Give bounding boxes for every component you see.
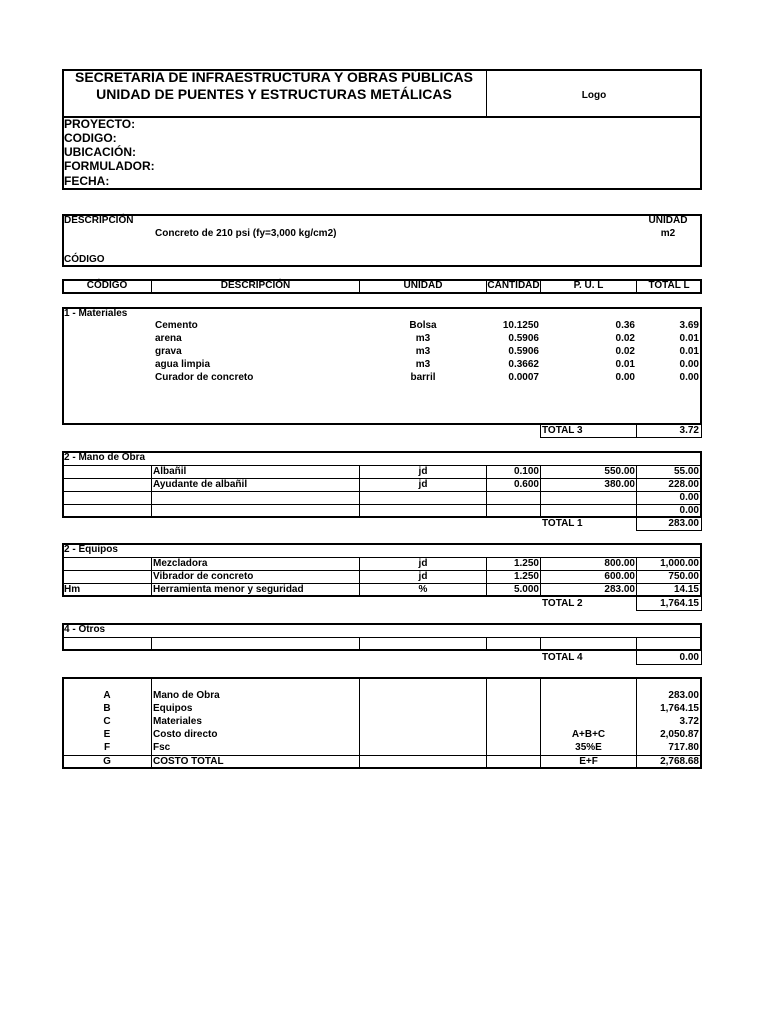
summary-letter: F bbox=[103, 742, 111, 753]
labor-total: 55.00 bbox=[673, 466, 699, 477]
col-divider bbox=[359, 491, 360, 504]
labor-unit-price: 380.00 bbox=[604, 479, 635, 490]
col-divider bbox=[359, 637, 360, 651]
summary-desc: COSTO TOTAL bbox=[153, 756, 224, 767]
total-divider bbox=[701, 424, 702, 437]
equipment-title: 2 - Equipos bbox=[64, 544, 118, 555]
material-unit-price: 0.02 bbox=[615, 346, 635, 357]
material-desc: arena bbox=[155, 333, 182, 344]
material-total: 0.00 bbox=[679, 372, 699, 383]
equipment-desc: Vibrador de concreto bbox=[153, 571, 254, 582]
total-divider bbox=[701, 650, 702, 664]
total-underline bbox=[636, 610, 702, 611]
summary-formula: A+B+C bbox=[571, 729, 606, 740]
material-total: 3.69 bbox=[679, 320, 699, 331]
summary-desc: Costo directo bbox=[153, 729, 218, 740]
material-desc: Cemento bbox=[155, 320, 198, 331]
total-divider bbox=[540, 424, 541, 437]
column-header-unit: UNIDAD bbox=[403, 280, 443, 291]
material-unit-price: 0.01 bbox=[615, 359, 635, 370]
others-total-label: TOTAL 4 bbox=[542, 652, 583, 663]
material-unit: m3 bbox=[415, 346, 431, 357]
equipment-total: 14.15 bbox=[673, 584, 699, 595]
summary-letter: C bbox=[103, 716, 111, 727]
equipment-unit: jd bbox=[418, 571, 428, 582]
project-label: PROYECTO: bbox=[64, 117, 136, 131]
material-desc: agua limpia bbox=[155, 359, 211, 370]
col-divider bbox=[151, 478, 152, 491]
material-unit-price: 0.00 bbox=[615, 372, 635, 383]
equipment-desc: Mezcladora bbox=[153, 558, 208, 569]
material-qty: 10.1250 bbox=[502, 320, 539, 331]
total-divider bbox=[701, 596, 702, 610]
material-unit: m3 bbox=[415, 333, 431, 344]
labor-unit: jd bbox=[418, 466, 428, 477]
summary-letter: B bbox=[103, 703, 111, 714]
labor-qty: 0.100 bbox=[513, 466, 539, 477]
row-divider bbox=[62, 491, 702, 492]
labor-total-label: TOTAL 1 bbox=[542, 518, 583, 529]
material-desc: Curador de concreto bbox=[155, 372, 254, 383]
labor-unit: jd bbox=[418, 479, 428, 490]
equipment-desc: Herramienta menor y seguridad bbox=[153, 584, 304, 595]
equipment-unit: jd bbox=[418, 558, 428, 569]
material-unit-price: 0.36 bbox=[615, 320, 635, 331]
description-value: Concreto de 210 psi (fy=3,000 kg/cm2) bbox=[155, 228, 337, 239]
col-divider bbox=[151, 504, 152, 517]
summary-formula: 35%E bbox=[575, 742, 602, 753]
others-total-value: 0.00 bbox=[679, 652, 699, 663]
equipment-qty: 1.250 bbox=[513, 571, 539, 582]
col-divider bbox=[540, 637, 541, 651]
col-divider bbox=[151, 491, 152, 504]
column-header-description: DESCRIPCIÓN bbox=[220, 280, 291, 291]
summary-desc: Fsc bbox=[153, 742, 171, 753]
others-title: 4 - Otros bbox=[64, 624, 106, 635]
col-divider bbox=[151, 583, 152, 596]
formulator-label: FORMULADOR: bbox=[64, 159, 155, 173]
labor-total: 228.00 bbox=[668, 479, 699, 490]
date-label: FECHA: bbox=[64, 174, 110, 188]
summary-value: 1,764.15 bbox=[660, 703, 699, 714]
col-divider bbox=[486, 637, 487, 651]
material-total: 0.01 bbox=[679, 346, 699, 357]
equipment-total-label: TOTAL 2 bbox=[542, 598, 583, 609]
summary-value: 717.80 bbox=[668, 742, 699, 753]
total-divider bbox=[701, 517, 702, 530]
description-code-label: CÓDIGO bbox=[64, 254, 105, 265]
labor-unit-price: 550.00 bbox=[604, 466, 635, 477]
equipment-unit-price: 800.00 bbox=[604, 558, 635, 569]
material-unit: Bolsa bbox=[409, 320, 437, 331]
equipment-unit: % bbox=[418, 584, 428, 595]
location-label: UBICACIÓN: bbox=[64, 145, 136, 159]
total-underline bbox=[540, 437, 702, 438]
code-label: CODIGO: bbox=[64, 131, 117, 145]
col-divider bbox=[151, 465, 152, 478]
equipment-qty: 5.000 bbox=[513, 584, 539, 595]
page-title: SECRETARÍA DE INFRAESTRUCTURA Y OBRAS PÚBLICAS bbox=[75, 69, 473, 85]
material-total: 0.01 bbox=[679, 333, 699, 344]
summary-value: 3.72 bbox=[679, 716, 699, 727]
column-header-total: TOTAL L bbox=[648, 280, 690, 291]
col-divider bbox=[151, 570, 152, 583]
description-label: DESCRIPCIÓN bbox=[64, 215, 134, 226]
labor-desc: Ayudante de albañil bbox=[153, 479, 248, 490]
page-subtitle: UNIDAD DE PUENTES Y ESTRUCTURAS METÁLICAS bbox=[96, 86, 452, 102]
equipment-total: 1,000.00 bbox=[660, 558, 699, 569]
material-qty: 0.0007 bbox=[508, 372, 539, 383]
summary-letter: E bbox=[103, 729, 111, 740]
materials-total-value: 3.72 bbox=[679, 425, 699, 436]
row-divider bbox=[62, 637, 702, 638]
material-desc: grava bbox=[155, 346, 182, 357]
labor-title: 2 - Mano de Obra bbox=[64, 452, 146, 463]
total-underline bbox=[636, 530, 702, 531]
col-divider bbox=[636, 637, 637, 651]
unit-label: UNIDAD bbox=[648, 215, 688, 226]
equipment-code: Hm bbox=[64, 584, 81, 595]
equipment-unit-price: 600.00 bbox=[604, 571, 635, 582]
materials-title: 1 - Materiales bbox=[64, 308, 128, 319]
row-divider bbox=[62, 504, 702, 505]
material-qty: 0.3662 bbox=[508, 359, 539, 370]
material-unit: m3 bbox=[415, 359, 431, 370]
col-divider bbox=[486, 504, 487, 517]
col-divider bbox=[540, 504, 541, 517]
equipment-total-value: 1,764.15 bbox=[660, 598, 699, 609]
labor-total: 0.00 bbox=[679, 505, 699, 516]
summary-desc: Mano de Obra bbox=[153, 690, 220, 701]
labor-desc: Albañil bbox=[153, 466, 187, 477]
equipment-unit-price: 283.00 bbox=[604, 584, 635, 595]
col-divider bbox=[486, 491, 487, 504]
material-qty: 0.5906 bbox=[508, 346, 539, 357]
summary-value: 2,768.68 bbox=[660, 756, 699, 767]
col-divider bbox=[540, 491, 541, 504]
summary-desc: Materiales bbox=[153, 716, 202, 727]
summary-value: 2,050.87 bbox=[660, 729, 699, 740]
labor-total-value: 283.00 bbox=[668, 518, 699, 529]
description-box bbox=[62, 214, 702, 267]
labor-qty: 0.600 bbox=[513, 479, 539, 490]
column-header-code: CÓDIGO bbox=[86, 280, 128, 291]
col-divider bbox=[151, 637, 152, 651]
equipment-total: 750.00 bbox=[668, 571, 699, 582]
material-qty: 0.5906 bbox=[508, 333, 539, 344]
total-underline bbox=[636, 664, 702, 665]
summary-letter: A bbox=[103, 690, 111, 701]
column-header-quantity: CANTIDAD bbox=[487, 280, 540, 291]
labor-total: 0.00 bbox=[679, 492, 699, 503]
col-divider bbox=[151, 557, 152, 570]
unit-value: m2 bbox=[660, 228, 676, 239]
col-divider bbox=[359, 504, 360, 517]
column-header-unit-price: P. U. L bbox=[573, 280, 604, 291]
summary-formula: E+F bbox=[579, 756, 598, 767]
summary-desc: Equipos bbox=[153, 703, 193, 714]
material-unit-price: 0.02 bbox=[615, 333, 635, 344]
material-total: 0.00 bbox=[679, 359, 699, 370]
summary-value: 283.00 bbox=[668, 690, 699, 701]
header-divider bbox=[62, 116, 702, 118]
summary-letter: G bbox=[103, 756, 111, 767]
material-unit: barril bbox=[410, 372, 436, 383]
materials-total-label: TOTAL 3 bbox=[542, 425, 583, 436]
equipment-qty: 1.250 bbox=[513, 558, 539, 569]
logo-placeholder: Logo bbox=[581, 90, 607, 101]
